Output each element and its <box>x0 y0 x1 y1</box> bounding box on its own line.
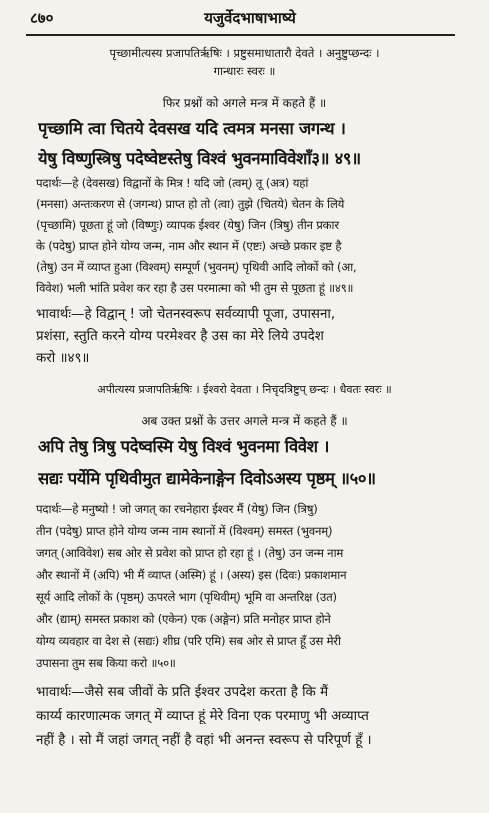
page-header <box>0 6 489 32</box>
block2-padartha-line: और स्थानों में (अपि) भी मैं व्याप्त (अस्मि) हूं । (अस्य) इस (दिवः) प्रकाशमान <box>36 568 347 582</box>
header-rule <box>26 34 455 36</box>
block2-mantra-line1: अपि तेषु त्रिषु पदेष्वस्मि येषु विश्वं भुवनमा विवेश । <box>38 437 330 456</box>
block2-padartha-line: जगत् (आविवेश) सब ओर से प्रवेश को प्राप्त हो रहा हूं । (तेषु) उन जन्म नाम <box>36 546 344 560</box>
block2-padartha-line: उपासना तुम सब किया करो ॥५०॥ <box>36 656 176 670</box>
block2-bhavartha-line: नहीं है । सो मैं जहां जगत् नहीं है वहां भी अनन्त स्वरूप से परिपूर्ण हूँ । <box>36 733 372 748</box>
block2-mantra-line2: सद्यः पर्येमि पृथिवीमुत द्यामेकेनाङ्गेन दिवोऽअस्य पृष्ठम् ॥५०॥ <box>38 469 376 488</box>
block1-padartha-line: पदार्थः—हे (देवसख) विद्वानों के मित्र ! यदि जो (त्वम्) तू (अत्र) यहां <box>36 176 309 190</box>
block2-padartha-line: सूर्य आदि लोकों के (पृष्ठम्) ऊपरले भाग (पृथिवीम्) भूमि वा अन्तरिक्ष (उत) <box>36 590 337 604</box>
block1-padartha-line: विवेश) भली भांति प्रवेश कर रहा है उस परमात्मा को भी तुम से पूछता हूं ॥४९॥ <box>36 281 354 295</box>
block2-padartha-line: योग्य व्यवहार वा देश से (सद्यः) शीघ्र (परि एमि) सब ओर से प्राप्त हूँ उस मेरी <box>36 634 341 648</box>
running-title: यजुर्वेदभाषाभाष्ये <box>204 9 296 27</box>
block1-padartha-line: के (पदेषु) प्राप्त होने योग्य जन्म, नाम और स्थान में (एष्टः) अच्छे प्रकार इष्ट है <box>36 239 342 253</box>
block1-bhavartha-line: प्रशंसा, स्तुति करने योग्य परमेश्वर है उस का मेरे लिये उपदेश <box>36 329 324 344</box>
block2-padartha-line: तीन (पदेषु) प्राप्त होने योग्य जन्म नाम स्थानों में (विश्वम्) समस्त (भुवनम्) <box>36 524 333 538</box>
block1-padartha-line: (पृच्छामि) पूछता हूं जो (विष्णुः) व्यापक ईश्वर (येषु) जिन (त्रिषु) तीन प्रकार <box>36 218 339 232</box>
block2-bhavartha-line: भावार्थः—जैसे सब जीवों के प्रति ईश्वर उपदेश करता है कि मैं <box>36 685 329 700</box>
block2-padartha-line: पदार्थः—हे मनुष्यो ! जो जगत् का रचनेहारा ईश्वर मैं (येषु) जिन (त्रिषु) <box>36 502 318 516</box>
block1-mantra-line1: पृच्छामि त्वा चितये देवसख यदि त्वमत्र मनसा जगन्थ । <box>38 119 346 138</box>
block2-intro: अब उक्त प्रश्नों के उत्तर अगले मन्त्र में कहते हैं ॥ <box>141 414 348 428</box>
block1-bhavartha-line: करो ॥४९॥ <box>36 351 90 366</box>
page-number: ८७० <box>30 9 54 27</box>
block1-meta-line1: पृच्छामीत्यस्य प्रजापतिर्ऋषिः । प्रष्टुसमाधातारौ देवते । अनुष्टुप्छन्दः । <box>109 46 380 60</box>
block1-intro: फिर प्रश्नों को अगले मन्त्र में कहते हैं ॥ <box>162 96 327 110</box>
block1-meta-line2: गान्धारः स्वरः ॥ <box>213 64 276 78</box>
block1-padartha-line: (तेषु) उन में व्याप्त हुआ (विश्वम्) सम्पूर्ण (भुवनम्) पृथिवी आदि लोकों को (आ, <box>36 260 357 274</box>
block2-padartha-line: और (द्याम्) समस्त प्रकाश को (एकेन) एक (अङ्गेन) प्रति मनोहर प्राप्त होने <box>36 612 331 626</box>
block1-bhavartha-line: भावार्थः—हे विद्वान् ! जो चेतनस्वरूप सर्वव्यापी पूजा, उपासना, <box>36 307 336 322</box>
block1-padartha-line: (मनसा) अन्तःकरण से (जगन्थ) प्राप्त हो तो (त्वा) तुझे (चितये) चेतन के लिये <box>36 197 345 211</box>
block2-bhavartha-line: कार्य्य कारणात्मक जगत् में व्याप्त हूं मेरे विना एक परमाणु भी अव्याप्त <box>36 709 369 724</box>
block1-mantra-line2: येषु विष्णुस्त्रिषु पदेष्वेष्टस्तेषु विश्वं भुवनमाविवेशाँ३॥ ४९॥ <box>38 149 361 168</box>
block2-meta-line1: अपीत्यस्य प्रजापतिर्ऋषिः । ईश्वरो देवता । निचृदत्रिष्टुप् छन्दः । धैवतः स्वरः ॥ <box>97 383 392 396</box>
